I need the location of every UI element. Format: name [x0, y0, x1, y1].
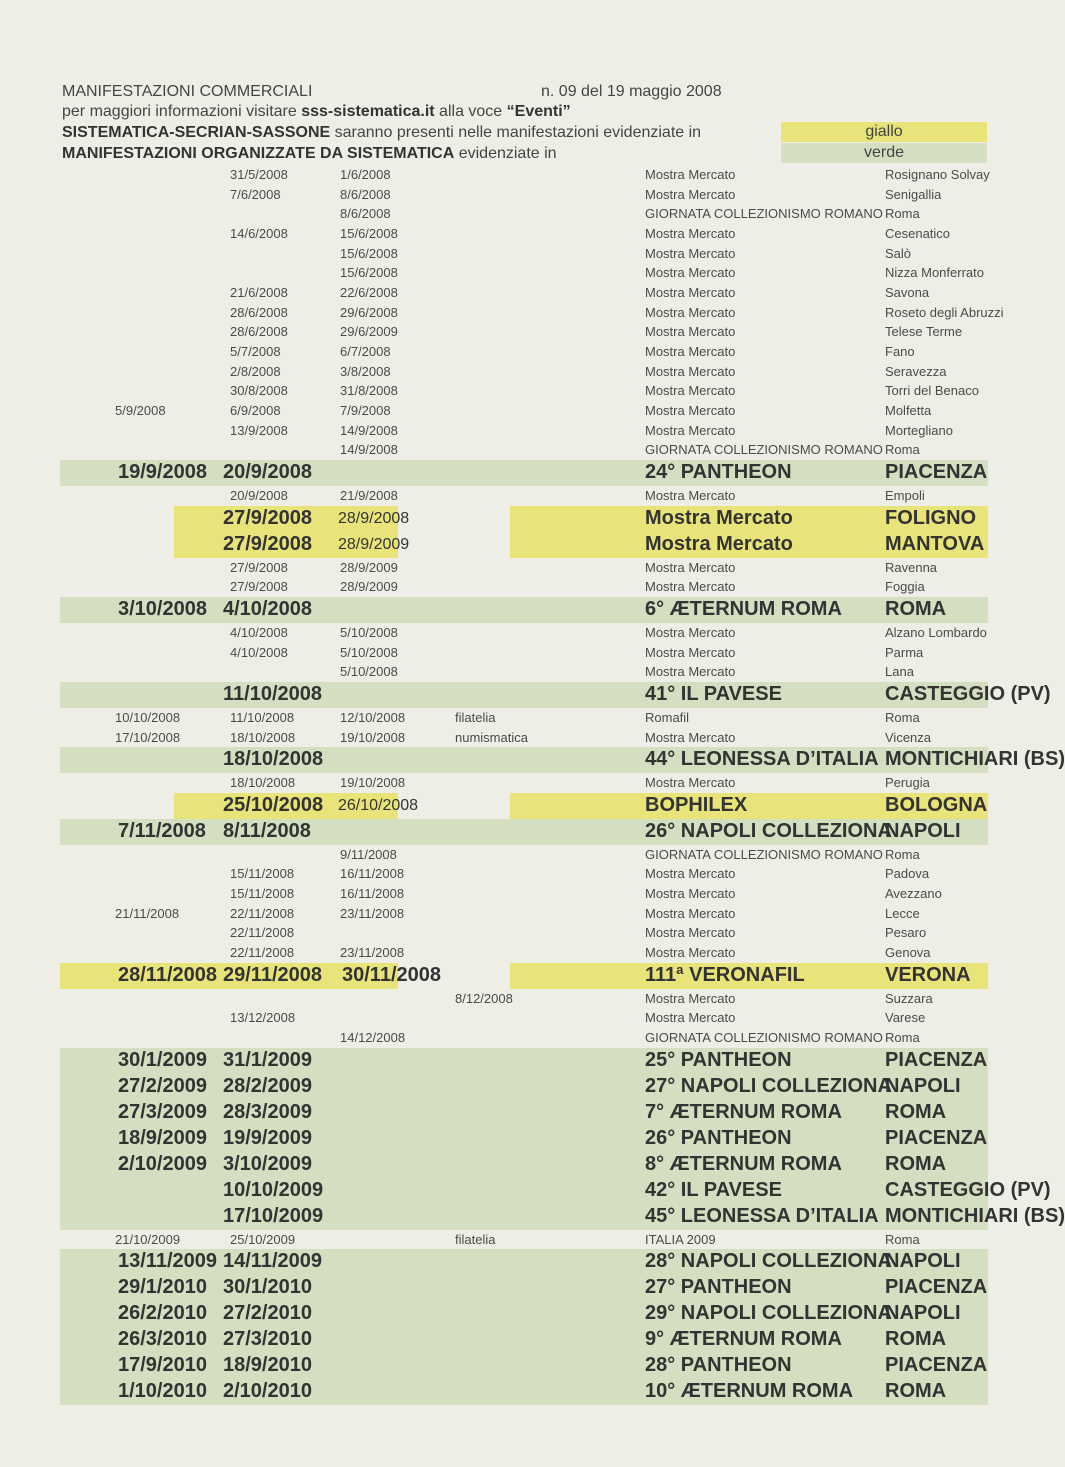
- issue-number: n. 09 del 19 maggio 2008: [541, 83, 722, 100]
- event-city: Roma: [885, 206, 920, 222]
- event-row: [60, 362, 990, 382]
- event-city: NAPOLI: [885, 819, 961, 842]
- event-city: CASTEGGIO (PV): [885, 1178, 1051, 1201]
- event-city: ROMA: [885, 597, 947, 620]
- event-name: 9° ÆTERNUM ROMA: [645, 1328, 842, 1351]
- date-mid: 8/11/2008: [223, 819, 311, 842]
- event-name: 44° LEONESSA D’ITALIA: [645, 748, 879, 771]
- date-end: 7/9/2008: [340, 403, 391, 419]
- green-highlight: [60, 682, 988, 708]
- date-end: 22/6/2008: [340, 285, 398, 301]
- date-end: 19/10/2008: [340, 729, 406, 745]
- event-name: Mostra Mercato: [645, 644, 736, 660]
- event-city: Suzzara: [885, 990, 933, 1006]
- event-name: Mostra Mercato: [645, 285, 736, 301]
- date-mid: 27/9/2008: [223, 506, 312, 529]
- event-category: 8/12/2008: [455, 990, 513, 1006]
- event-name: 42° IL PAVESE: [645, 1178, 782, 1201]
- event-name: Mostra Mercato: [645, 245, 736, 261]
- date-mid: 30/8/2008: [230, 383, 288, 399]
- event-row: [60, 204, 990, 224]
- event-name: Mostra Mercato: [645, 886, 736, 902]
- event-name: 7° ÆTERNUM ROMA: [645, 1100, 842, 1123]
- date-mid: 28/6/2008: [230, 324, 288, 340]
- event-city: PIACENZA: [885, 1276, 988, 1299]
- date-end: 28/9/2009: [340, 579, 398, 595]
- info-voice: “Eventi”: [506, 103, 571, 120]
- event-row: [60, 1327, 990, 1353]
- date-start: 21/10/2009: [115, 1231, 181, 1247]
- event-city: Cesenatico: [885, 226, 951, 241]
- event-row: [60, 793, 990, 819]
- event-city: ROMA: [885, 1152, 947, 1175]
- event-row: [60, 662, 990, 682]
- green-highlight: [60, 1178, 988, 1204]
- event-row: [60, 819, 990, 845]
- info-line: [62, 103, 571, 121]
- event-city: Padova: [885, 866, 930, 882]
- date-mid: 4/10/2008: [223, 597, 312, 620]
- event-name: Mostra Mercato: [645, 186, 736, 202]
- event-row: [60, 845, 990, 865]
- date-start: 19/9/2008: [118, 461, 207, 484]
- event-row: [60, 1152, 990, 1178]
- event-city: ROMA: [885, 1328, 947, 1351]
- date-end: 8/6/2008: [340, 186, 391, 202]
- event-name: 8° ÆTERNUM ROMA: [645, 1152, 842, 1175]
- event-name: Mostra Mercato: [645, 1010, 736, 1026]
- event-city: Foggia: [885, 579, 925, 595]
- event-city: FOLIGNO: [885, 506, 977, 529]
- event-city: VERONA: [885, 963, 971, 986]
- event-row: [60, 1048, 990, 1074]
- event-name: 6° ÆTERNUM ROMA: [645, 597, 842, 620]
- date-end: 14/12/2008: [340, 1030, 406, 1046]
- event-city: Varese: [885, 1010, 926, 1026]
- event-row: [60, 773, 990, 793]
- date-mid: 3/10/2009: [223, 1152, 312, 1175]
- event-row: [60, 864, 990, 884]
- date-mid: 21/6/2008: [230, 285, 288, 301]
- event-row: [60, 165, 990, 185]
- event-row: [60, 943, 990, 963]
- date-mid: 6/9/2008: [230, 403, 281, 419]
- event-city: Alzano Lombardo: [885, 624, 987, 640]
- event-name: Mostra Mercato: [645, 324, 736, 340]
- event-name: 41° IL PAVESE: [645, 682, 782, 705]
- event-row: [60, 263, 990, 283]
- date-end: 16/11/2008: [340, 866, 405, 882]
- event-city: Mortegliano: [885, 422, 953, 438]
- event-row: [60, 381, 990, 401]
- date-mid: 27/9/2008: [230, 579, 288, 595]
- date-mid: 22/11/2008: [230, 905, 295, 921]
- date-mid: 17/10/2009: [223, 1204, 324, 1227]
- event-name: Mostra Mercato: [645, 905, 736, 921]
- date-end: 23/11/2008: [340, 945, 405, 961]
- date-end: 19/10/2008: [340, 775, 406, 791]
- organized-note-rest: evidenziate in: [454, 145, 557, 162]
- date-start: 26/3/2010: [118, 1328, 207, 1351]
- event-city: MONTICHIARI (BS): [885, 748, 1065, 771]
- date-start: 17/10/2008: [115, 729, 181, 745]
- date-start: 28/11/2008: [118, 963, 217, 986]
- event-city: MANTOVA: [885, 532, 985, 555]
- event-name: 28° NAPOLI COLLEZIONA: [645, 1250, 892, 1273]
- date-mid: 13/12/2008: [230, 1010, 296, 1026]
- event-name: 28° PANTHEON: [645, 1354, 792, 1377]
- event-row: [60, 1028, 990, 1048]
- event-name: ITALIA 2009: [645, 1231, 716, 1247]
- date-end: 5/10/2008: [340, 644, 398, 660]
- date-end: 30/11/2008: [342, 963, 441, 986]
- date-mid: 7/6/2008: [230, 186, 281, 202]
- date-start: 17/9/2010: [118, 1354, 207, 1377]
- date-end: 16/11/2008: [340, 886, 405, 902]
- event-city: Salò: [885, 245, 912, 261]
- event-row: [60, 506, 990, 532]
- event-row: [60, 643, 990, 663]
- event-row: [60, 1249, 990, 1275]
- event-category: filatelia: [455, 709, 496, 725]
- date-end: 28/9/2008: [338, 509, 410, 527]
- event-row: [60, 597, 990, 623]
- date-end: 8/6/2008: [340, 206, 391, 222]
- event-city: Telese Terme: [885, 324, 963, 340]
- date-start: 27/2/2009: [118, 1074, 207, 1097]
- event-city: Fano: [885, 344, 915, 360]
- event-city: Lana: [885, 664, 914, 680]
- event-row: [60, 421, 990, 441]
- date-mid: 2/8/2008: [230, 363, 281, 379]
- presence-note: [62, 124, 701, 142]
- event-row: [60, 244, 990, 264]
- date-end: 5/10/2008: [340, 664, 398, 680]
- event-name: 25° PANTHEON: [645, 1048, 792, 1071]
- event-name: 24° PANTHEON: [645, 461, 792, 484]
- event-name: 27° PANTHEON: [645, 1276, 792, 1299]
- date-start: 1/10/2010: [118, 1380, 207, 1403]
- date-mid: 14/6/2008: [230, 226, 288, 241]
- event-row: [60, 283, 990, 303]
- event-row: [60, 682, 1051, 708]
- date-end: 6/7/2008: [340, 344, 391, 360]
- event-name: Mostra Mercato: [645, 579, 736, 595]
- event-name: Mostra Mercato: [645, 226, 736, 241]
- event-name: Mostra Mercato: [645, 990, 736, 1006]
- date-mid: 19/9/2009: [223, 1126, 312, 1149]
- date-start: 2/10/2009: [118, 1152, 207, 1175]
- event-name: 29° NAPOLI COLLEZIONA: [645, 1302, 892, 1325]
- event-name: BOPHILEX: [645, 793, 748, 816]
- date-mid: 25/10/2008: [223, 793, 324, 816]
- event-row: [60, 1230, 990, 1250]
- event-row: [60, 224, 990, 244]
- date-mid: 14/11/2009: [223, 1250, 322, 1273]
- event-row: [60, 1074, 990, 1100]
- date-mid: 28/2/2009: [223, 1074, 312, 1097]
- event-row: [60, 884, 990, 904]
- event-city: Perugia: [885, 775, 930, 791]
- date-end: 28/9/2009: [338, 535, 410, 553]
- event-city: Rosignano Solvay: [885, 167, 990, 182]
- date-start: 26/2/2010: [118, 1302, 207, 1325]
- date-mid: 31/1/2009: [223, 1048, 312, 1071]
- event-name: 10° ÆTERNUM ROMA: [645, 1380, 854, 1403]
- event-city: MONTICHIARI (BS): [885, 1204, 1065, 1227]
- legend-green: verde: [781, 143, 987, 163]
- event-name: Mostra Mercato: [645, 729, 736, 745]
- event-name: Mostra Mercato: [645, 532, 793, 555]
- event-row: [60, 904, 990, 924]
- event-city: NAPOLI: [885, 1302, 961, 1325]
- event-city: Avezzano: [885, 886, 942, 902]
- event-name: Mostra Mercato: [645, 945, 736, 961]
- event-name: 26° NAPOLI COLLEZIONA: [645, 819, 892, 842]
- info-site: sss-sistematica.it: [301, 103, 435, 120]
- event-row: [60, 923, 990, 943]
- event-name: Mostra Mercato: [645, 925, 736, 941]
- event-city: Molfetta: [885, 403, 932, 419]
- date-end: 12/10/2008: [340, 709, 406, 725]
- event-name: Mostra Mercato: [645, 866, 736, 882]
- date-mid: 4/10/2008: [230, 644, 288, 660]
- event-city: Roma: [885, 1231, 920, 1247]
- date-start: 27/3/2009: [118, 1100, 207, 1123]
- event-row: [60, 623, 990, 643]
- event-row: [60, 728, 990, 748]
- date-end: 15/6/2008: [340, 265, 398, 281]
- event-row: [60, 1379, 990, 1405]
- date-mid: 11/10/2008: [223, 682, 322, 705]
- event-row: [60, 440, 990, 460]
- event-row: [60, 1178, 1051, 1204]
- event-city: PIACENZA: [885, 461, 988, 484]
- event-city: Pesaro: [885, 925, 927, 941]
- event-city: PIACENZA: [885, 1126, 988, 1149]
- date-end: 15/6/2008: [340, 226, 398, 241]
- event-city: Roma: [885, 1030, 920, 1046]
- event-row: [60, 989, 990, 1009]
- date-start: 10/10/2008: [115, 709, 181, 725]
- event-name: 111ª VERONAFIL: [645, 963, 805, 986]
- date-mid: 13/9/2008: [230, 422, 288, 438]
- date-end: 5/10/2008: [340, 624, 398, 640]
- event-city: BOLOGNA: [885, 793, 988, 816]
- event-name: 45° LEONESSA D’ITALIA: [645, 1204, 879, 1227]
- event-name: GIORNATA COLLEZIONISMO ROMANO: [645, 846, 883, 862]
- date-end: 14/9/2008: [340, 422, 398, 438]
- info-mid: alla voce: [434, 103, 507, 120]
- event-city: NAPOLI: [885, 1250, 961, 1273]
- date-start: 7/11/2008: [118, 819, 206, 842]
- event-city: Savona: [885, 285, 930, 301]
- event-city: Lecce: [885, 905, 920, 921]
- info-prefix: per maggiori informazioni visitare: [62, 103, 302, 120]
- date-end: 29/6/2008: [340, 304, 398, 320]
- date-start: 5/9/2008: [115, 403, 166, 419]
- event-city: Empoli: [885, 488, 925, 504]
- date-mid: 25/10/2009: [230, 1231, 296, 1247]
- event-name: Mostra Mercato: [645, 488, 736, 504]
- date-mid: 15/11/2008: [230, 886, 295, 902]
- legend-yellow: giallo: [781, 122, 987, 142]
- event-city: PIACENZA: [885, 1354, 988, 1377]
- event-row: [60, 577, 990, 597]
- date-mid: 15/11/2008: [230, 866, 295, 882]
- date-mid: 4/10/2008: [230, 624, 288, 640]
- event-row: [60, 342, 990, 362]
- date-end: 23/11/2008: [340, 905, 405, 921]
- presence-note-rest: saranno presenti nelle manifestazioni evidenziate in: [330, 124, 702, 141]
- event-name: 27° NAPOLI COLLEZIONA: [645, 1074, 892, 1097]
- date-mid: 29/11/2008: [223, 963, 322, 986]
- event-row: [60, 1008, 990, 1028]
- date-mid: 18/10/2008: [230, 729, 296, 745]
- event-row: [60, 322, 990, 342]
- date-mid: 28/3/2009: [223, 1100, 312, 1123]
- event-city: Seravezza: [885, 363, 947, 379]
- date-mid: 27/9/2008: [230, 559, 288, 575]
- event-row: [60, 1301, 990, 1327]
- event-name: Mostra Mercato: [645, 624, 736, 640]
- presence-note-bold: SISTEMATICA-SECRIAN-SASSONE: [62, 124, 331, 141]
- date-end: 29/6/2009: [340, 324, 398, 340]
- event-row: [60, 708, 990, 728]
- date-mid: 20/9/2008: [223, 461, 312, 484]
- event-row: [60, 1353, 990, 1379]
- event-name: Mostra Mercato: [645, 304, 736, 320]
- event-name: Mostra Mercato: [645, 506, 793, 529]
- event-city: Roma: [885, 709, 920, 725]
- date-end: 15/6/2008: [340, 245, 398, 261]
- event-row: [60, 963, 990, 989]
- date-mid: 28/6/2008: [230, 304, 288, 320]
- date-start: 30/1/2009: [118, 1048, 207, 1071]
- event-name: 26° PANTHEON: [645, 1126, 792, 1149]
- date-mid: 27/9/2008: [223, 532, 312, 555]
- event-city: Genova: [885, 945, 931, 961]
- date-start: 3/10/2008: [118, 597, 207, 620]
- date-end: 9/11/2008: [340, 846, 397, 862]
- event-name: Mostra Mercato: [645, 559, 736, 575]
- date-start: 29/1/2010: [118, 1276, 207, 1299]
- event-city: CASTEGGIO (PV): [885, 682, 1051, 705]
- organized-note-bold: MANIFESTAZIONI ORGANIZZATE DA SISTEMATICA: [62, 145, 455, 162]
- date-mid: 31/5/2008: [230, 167, 288, 182]
- event-row: [60, 747, 1065, 773]
- event-city: PIACENZA: [885, 1048, 988, 1071]
- event-row: [60, 1126, 990, 1152]
- event-city: Senigallia: [885, 186, 942, 202]
- date-end: 21/9/2008: [340, 488, 398, 504]
- event-name: Mostra Mercato: [645, 265, 736, 281]
- event-name: GIORNATA COLLEZIONISMO ROMANO: [645, 1030, 883, 1046]
- event-name: Mostra Mercato: [645, 664, 736, 680]
- event-row: [60, 303, 1004, 323]
- event-row: [60, 1275, 990, 1301]
- event-name: Mostra Mercato: [645, 422, 736, 438]
- event-name: GIORNATA COLLEZIONISMO ROMANO: [645, 442, 883, 458]
- date-start: 18/9/2009: [118, 1126, 207, 1149]
- date-end: 28/9/2009: [340, 559, 398, 575]
- event-city: Roma: [885, 442, 920, 458]
- date-start: 13/11/2009: [118, 1250, 217, 1273]
- event-city: ROMA: [885, 1100, 947, 1123]
- date-mid: 30/1/2010: [223, 1276, 312, 1299]
- event-name: Mostra Mercato: [645, 363, 736, 379]
- event-row: [60, 460, 990, 486]
- date-start: 21/11/2008: [115, 905, 180, 921]
- date-mid: 22/11/2008: [230, 925, 295, 941]
- event-city: Vicenza: [885, 729, 932, 745]
- event-row: [60, 401, 990, 421]
- event-row: [60, 1204, 1065, 1230]
- event-city: NAPOLI: [885, 1074, 961, 1097]
- document-title: MANIFESTAZIONI COMMERCIALI: [62, 83, 313, 100]
- date-end: 3/8/2008: [340, 363, 391, 379]
- date-mid: 18/9/2010: [223, 1354, 312, 1377]
- date-end: 14/9/2008: [340, 442, 398, 458]
- event-city: Roseto degli Abruzzi: [885, 304, 1004, 320]
- event-name: Mostra Mercato: [645, 344, 736, 360]
- event-name: Mostra Mercato: [645, 383, 736, 399]
- date-end: 1/6/2008: [340, 167, 391, 182]
- event-city: ROMA: [885, 1380, 947, 1403]
- event-name: Romafil: [645, 709, 690, 725]
- event-row: [60, 558, 990, 578]
- date-mid: 27/2/2010: [223, 1302, 312, 1325]
- date-mid: 27/3/2010: [223, 1328, 312, 1351]
- event-name: Mostra Mercato: [645, 167, 736, 182]
- date-mid: 10/10/2009: [223, 1178, 324, 1201]
- date-mid: 2/10/2010: [223, 1380, 312, 1403]
- date-end: 31/8/2008: [340, 383, 398, 399]
- date-mid: 22/11/2008: [230, 945, 295, 961]
- event-city: Roma: [885, 846, 920, 862]
- organized-note: [62, 145, 557, 163]
- event-name: Mostra Mercato: [645, 403, 736, 419]
- event-city: Ravenna: [885, 559, 938, 575]
- event-city: Nizza Monferrato: [885, 265, 984, 281]
- date-mid: 5/7/2008: [230, 344, 281, 360]
- event-city: Parma: [885, 644, 924, 660]
- date-mid: 11/10/2008: [230, 709, 295, 725]
- date-mid: 20/9/2008: [230, 488, 288, 504]
- event-city: Torri del Benaco: [885, 383, 979, 399]
- event-row: [60, 486, 990, 506]
- date-end: 26/10/2008: [338, 796, 419, 814]
- event-name: Mostra Mercato: [645, 775, 736, 791]
- event-name: GIORNATA COLLEZIONISMO ROMANO: [645, 206, 883, 222]
- date-mid: 18/10/2008: [230, 775, 296, 791]
- event-row: [60, 532, 990, 558]
- event-category: filatelia: [455, 1231, 496, 1247]
- event-category: numismatica: [455, 729, 528, 745]
- event-row: [60, 1100, 990, 1126]
- date-mid: 18/10/2008: [223, 748, 324, 771]
- event-row: [60, 185, 990, 205]
